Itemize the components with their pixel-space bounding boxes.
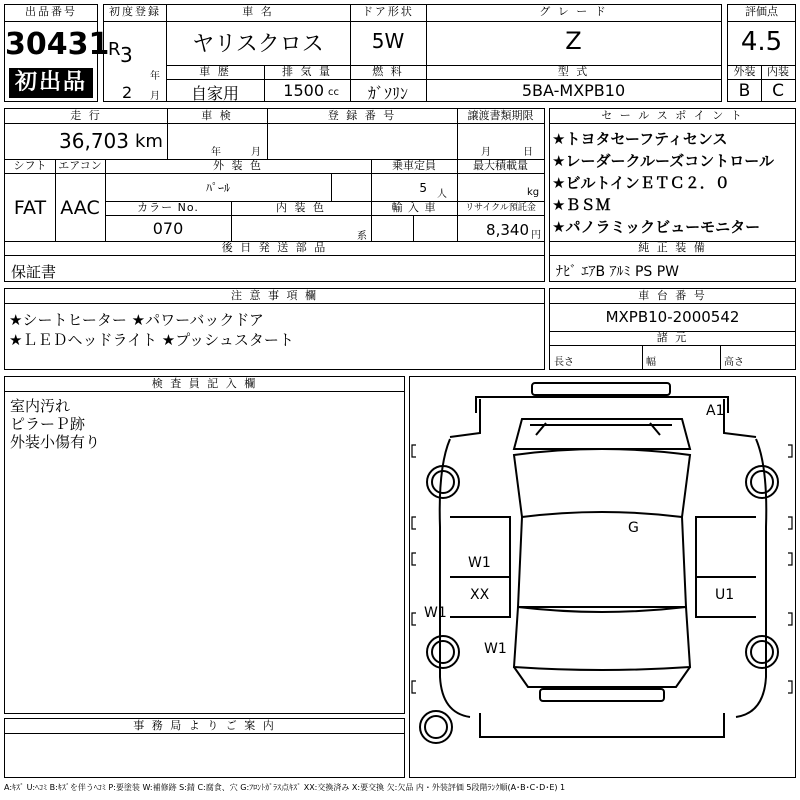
seats-label: 乗車定員	[392, 159, 436, 172]
office-label: 事 務 局 よ り ご 案 内	[133, 719, 276, 732]
sales-point-2: ★レーダークルーズコントロール	[552, 152, 774, 170]
grade: Z	[565, 27, 582, 55]
sales-point-4: ★ＢＳＭ	[552, 196, 611, 214]
reg-label: 初度登録	[109, 5, 161, 18]
mileage-unit: km	[135, 131, 163, 152]
color-number: 070	[152, 219, 184, 238]
sales-point-5: ★パノラミックビューモニター	[552, 218, 761, 236]
inspector-note-3: 外装小傷有り	[10, 433, 101, 451]
shift: FAT	[13, 197, 47, 219]
mileage: 36,703	[59, 129, 129, 153]
mark-a1: A1	[706, 403, 725, 419]
reg-year: 3	[120, 43, 133, 67]
car-name-label: 車 名	[242, 5, 274, 18]
inspection-year-unit: 年	[211, 147, 221, 158]
inspector-note-1: 室内汚れ	[10, 397, 71, 415]
int-grade: C	[772, 81, 784, 101]
reg-month: 2	[122, 83, 133, 102]
score-box	[727, 4, 796, 102]
history: 自家用	[190, 84, 239, 103]
sales-points-box	[549, 108, 796, 282]
sales-point-3: ★ビルトインＥＴＣ２．０	[552, 174, 730, 192]
import-label: 輸 入 車	[391, 201, 437, 214]
inspector-note-2: ピラーＰ跡	[10, 415, 86, 433]
vehicle-header-box	[103, 4, 722, 102]
score: 4.5	[740, 27, 783, 57]
era: R	[108, 39, 121, 60]
ext-grade-label: 外装	[733, 65, 756, 78]
fuel-label: 燃 料	[372, 65, 404, 78]
score-label: 評価点	[745, 5, 778, 18]
registration-number-label: 登 録 番 号	[327, 109, 397, 122]
interior-color-unit: 系	[357, 231, 367, 242]
inspector-box	[4, 376, 405, 714]
seats: 5	[419, 181, 427, 195]
later-parts-label: 後 日 発 送 部 品	[221, 241, 328, 254]
history-label: 車 歴	[199, 65, 231, 78]
recycle-label: リサイクル預託金	[465, 203, 536, 213]
sales-points-label: セ ー ル ス ポ イ ン ト	[601, 109, 744, 122]
transfer-day-unit: 日	[523, 147, 533, 158]
ac-label: エアコン	[58, 159, 102, 172]
damage-diagram-box	[409, 376, 796, 778]
details-box	[4, 108, 545, 282]
air-conditioner: AAC	[60, 197, 100, 219]
year-unit: 年	[150, 71, 160, 82]
transfer-deadline-label: 譲渡書類期限	[467, 109, 534, 122]
chassis-box	[549, 288, 796, 370]
max-load-unit: kg	[527, 187, 540, 198]
notes-line-1: ★シートヒーター ★パワーバックドア	[9, 311, 264, 329]
exterior-color-label: 外 装 色	[213, 159, 263, 172]
mileage-label: 走 行	[70, 109, 102, 122]
first-listing-badge: 初出品	[9, 68, 93, 98]
dimensions-label: 諸 元	[656, 331, 689, 344]
model-label: 型 式	[557, 65, 590, 78]
notes-line-2: ★ＬＥＤヘッドライト ★プッシュスタート	[9, 331, 294, 349]
notes-label: 注 意 事 項 欄	[231, 289, 318, 302]
max-load-label: 最大積載量	[473, 159, 528, 172]
inspection-month-unit: 月	[251, 147, 261, 158]
displacement: 1500	[283, 81, 324, 100]
mark-w1-left-door: W1	[468, 555, 491, 571]
lot-label: 出品番号	[25, 5, 77, 18]
inspection-label: 車 検	[201, 109, 233, 122]
disp-unit: cc	[328, 87, 339, 98]
width-label: 幅	[646, 357, 656, 368]
chassis-number: MXPB10-2000542	[605, 308, 740, 326]
transfer-month-unit: 月	[481, 147, 491, 158]
mark-g: G	[628, 520, 639, 536]
mark-w1-fender: W1	[424, 605, 447, 621]
exterior-color: ﾊﾟｰﾙ	[205, 181, 230, 195]
color-number-label: カラー No.	[137, 201, 199, 214]
car-name: ヤリスクロス	[192, 32, 324, 57]
mark-u1: U1	[715, 587, 735, 603]
length-label: 長さ	[554, 357, 574, 368]
later-parts: 保証書	[11, 263, 57, 281]
mark-xx: XX	[470, 587, 490, 603]
displacement-label: 排 気 量	[282, 65, 332, 78]
inspector-label: 検 査 員 記 入 欄	[151, 377, 258, 390]
chassis-label: 車 台 番 号	[638, 289, 707, 302]
fuel: ｶﾞｿﾘﾝ	[367, 84, 408, 103]
door-label: ドア形状	[362, 5, 414, 18]
shift-label: シフト	[13, 159, 47, 172]
recycle-unit: 円	[531, 230, 541, 241]
model-code: 5BA-MXPB10	[521, 81, 626, 100]
lot-number: 30431	[5, 27, 110, 62]
grade-label: グ レ ー ド	[539, 5, 608, 18]
height-label: 高さ	[724, 357, 744, 368]
month-unit: 月	[150, 91, 160, 102]
recycle-fee: 8,340	[486, 221, 529, 239]
int-grade-label: 内装	[767, 65, 789, 78]
door-type: 5W	[371, 29, 405, 53]
car-diagram	[410, 377, 795, 777]
seats-unit: 人	[437, 189, 447, 200]
equipment: ﾅﾋﾞ ｴｱB ｱﾙﾐ PS PW	[556, 264, 680, 280]
equipment-label: 純 正 装 備	[638, 241, 707, 254]
ext-grade: B	[738, 81, 751, 101]
office-box	[4, 718, 405, 778]
sales-point-1: ★トヨタセーフティセンス	[552, 130, 728, 148]
lot-box	[4, 4, 110, 102]
notes-box	[4, 288, 545, 370]
mark-w1-rear: W1	[484, 641, 507, 657]
interior-color-label: 内 装 色	[276, 201, 326, 214]
legend: A:ｷｽﾞ U:ﾍｺﾐ B:ｷｽﾞを伴うﾍｺﾐ P:要塗装 W:補修跡 S:錆 C:腐食、穴 G:ﾌﾛﾝﾄｶﾞﾗｽ点ｷｽﾞ XX:交換済み X:要交換 欠:欠品 内・外装評価 5段階ﾗﾝｸ順(A･B･C･D･E) 1	[4, 783, 566, 792]
